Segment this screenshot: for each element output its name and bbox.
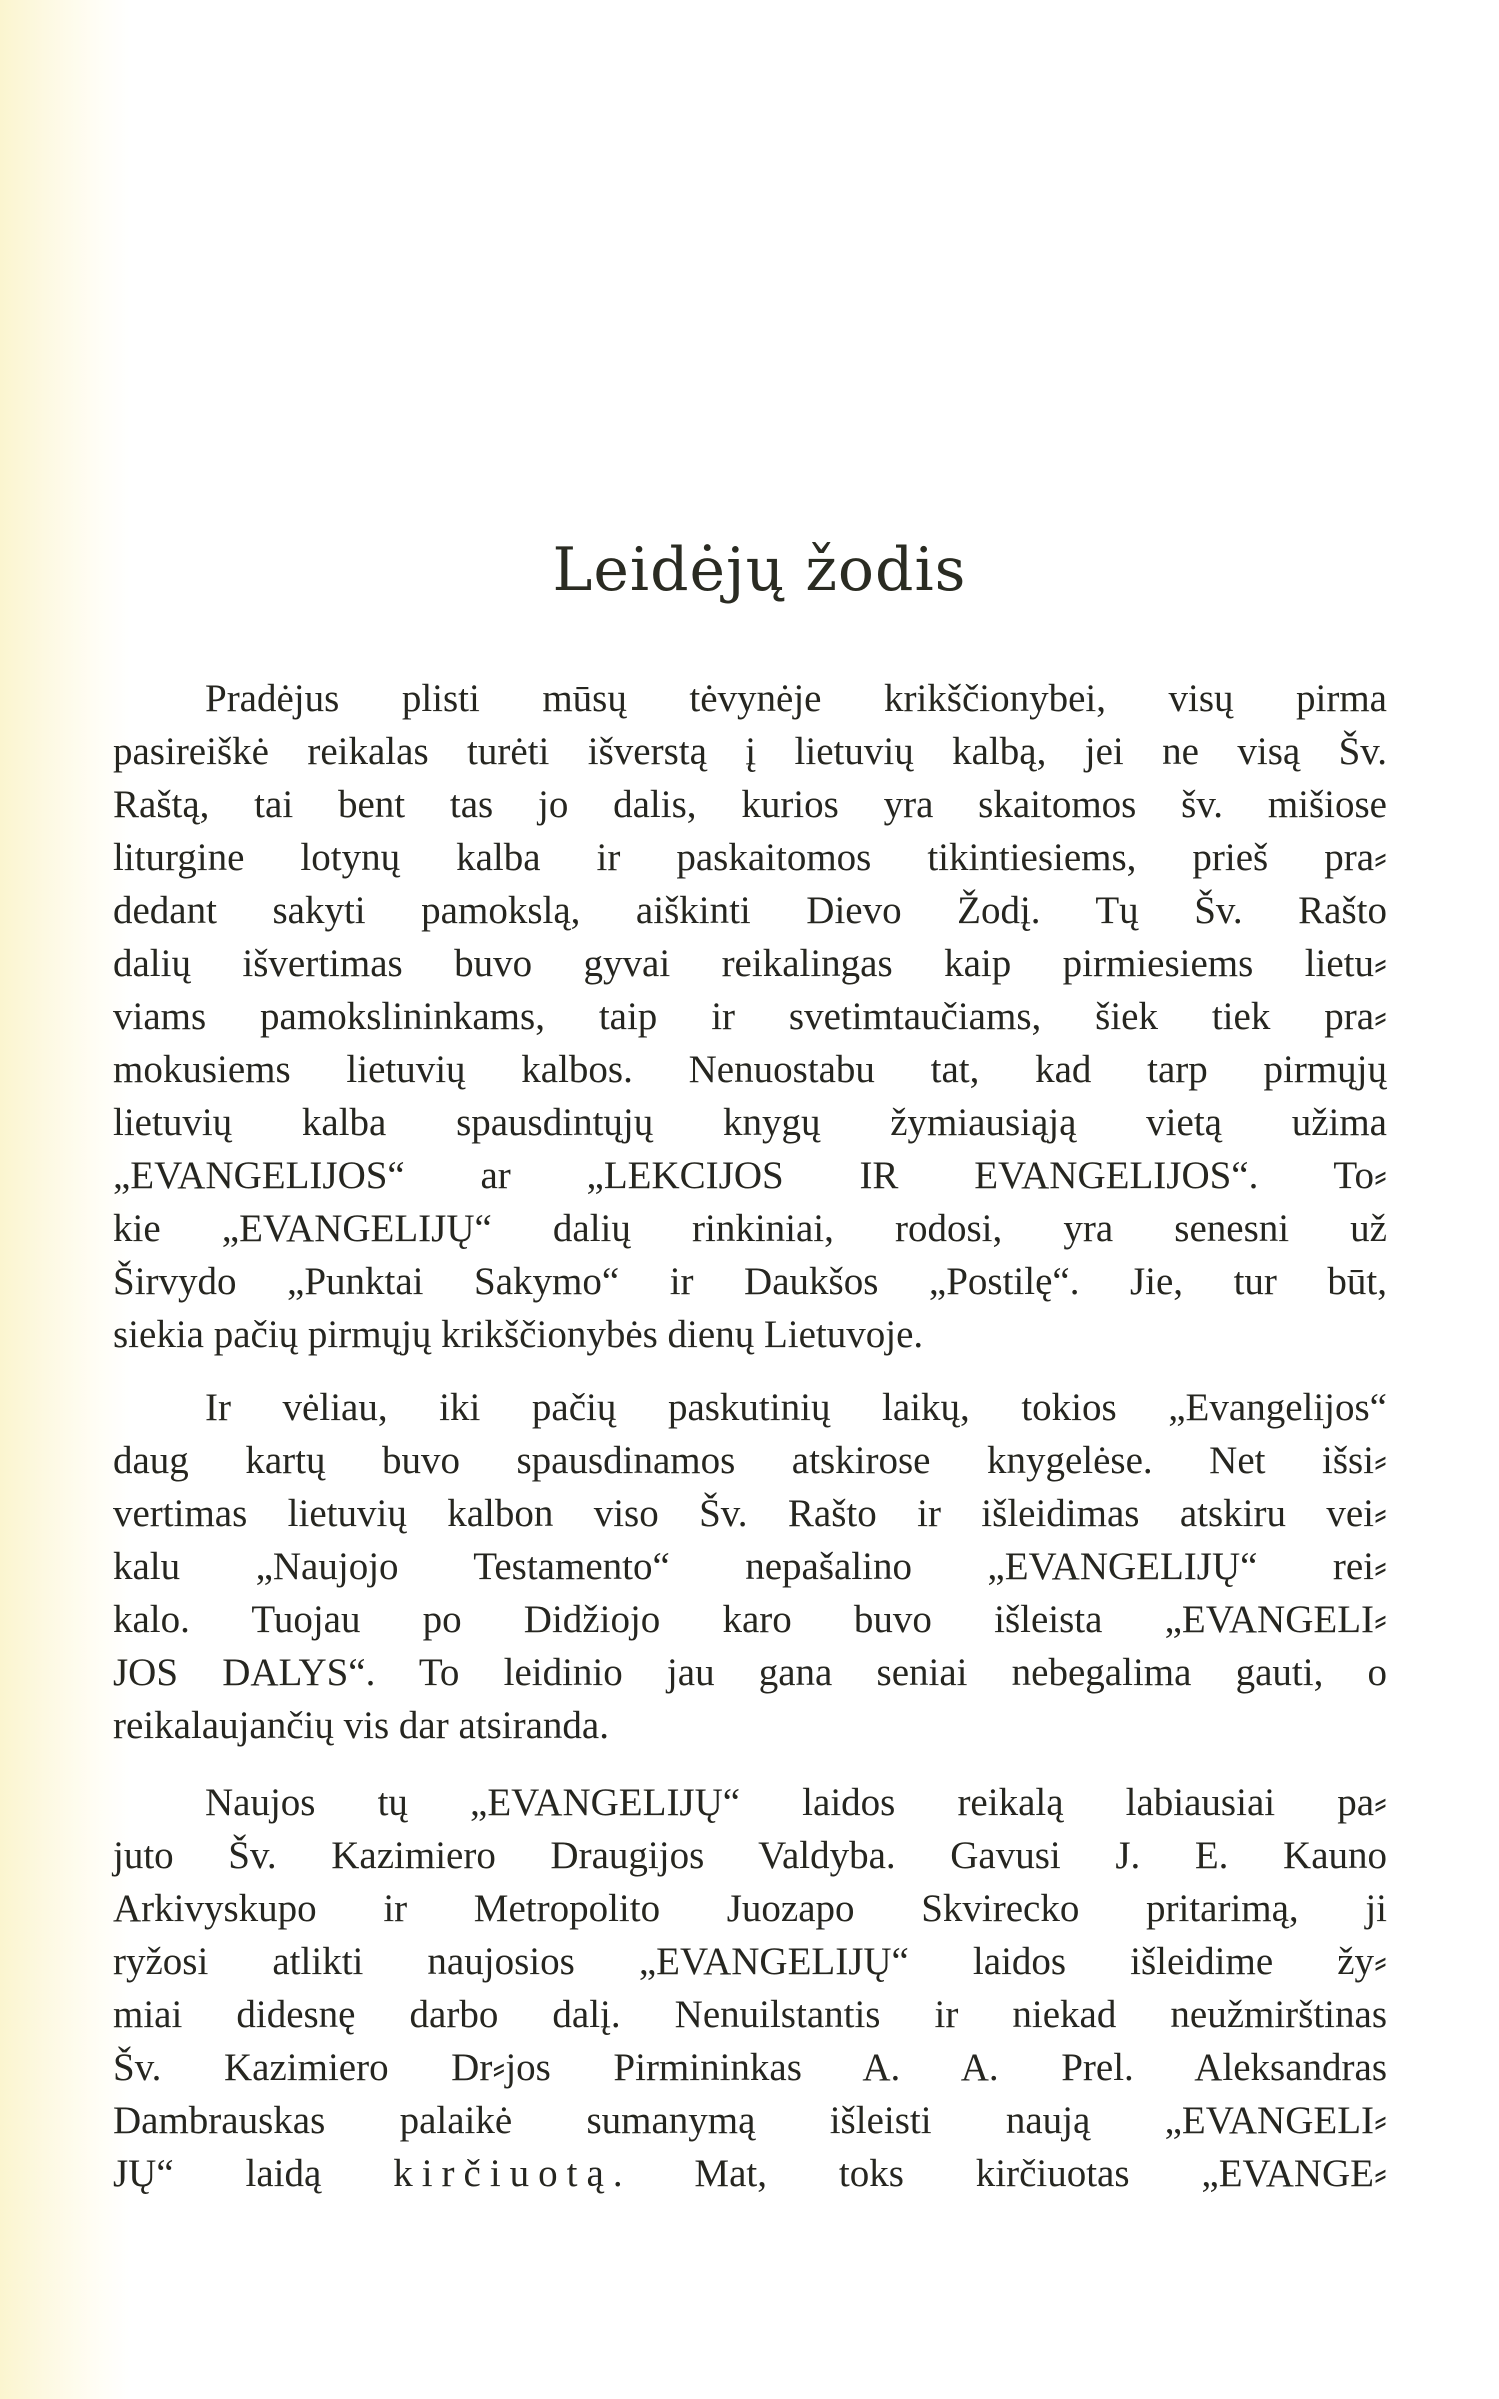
text-line: Raštą, tai bent tas jo dalis, kurios yra skaitomos šv. mišiose (113, 783, 1387, 826)
text-line: Širvydo „Punktai Sakymo“ ir Daukšos „Postilę“. Jie, tur būt, (113, 1260, 1387, 1303)
text-line: liturgine lotynų kalba ir paskaitomos tikintiesiems, prieš pra⸗ (113, 836, 1387, 879)
text-line: vertimas lietuvių kalbon viso Šv. Rašto ir išleidimas atskiru vei⸗ (113, 1492, 1387, 1535)
text-line: viams pamokslininkams, taip ir svetimtaučiams, šiek tiek pra⸗ (113, 995, 1387, 1038)
text-line: lietuvių kalba spausdintųjų knygų žymiausiąją vietą užima (113, 1101, 1387, 1144)
text-line: Arkivyskupo ir Metropolito Juozapo Skvirecko pritarimą, ji (113, 1887, 1387, 1930)
text-line: mokusiems lietuvių kalbos. Nenuostabu tat, kad tarp pirmųjų (113, 1048, 1387, 1091)
text-line: Dambrauskas palaikė sumanymą išleisti naują „EVANGELI⸗ (113, 2099, 1387, 2142)
text-line: siekia pačių pirmųjų krikščionybės dienų Lietuvoje. (113, 1313, 924, 1356)
page-edge-shading (0, 0, 130, 2399)
text-line: dedant sakyti pamokslą, aiškinti Dievo Žodį. Tų Šv. Rašto (113, 889, 1387, 932)
text-line: dalių išvertimas buvo gyvai reikalingas kaip pirmiesiems lietu⸗ (113, 942, 1387, 985)
text-line: kalu „Naujojo Testamento“ nepašalino „EVANGELIJŲ“ rei⸗ (113, 1545, 1387, 1588)
text-line: ryžosi atlikti naujosios „EVANGELIJŲ“ laidos išleidime žy⸗ (113, 1940, 1387, 1983)
text-line: Šv. Kazimiero Dr⸗jos Pirmininkas A. A. Prel. Aleksandras (113, 2046, 1387, 2089)
text-line: Pradėjus plisti mūsų tėvynėje krikščionybei, visų pirma (205, 677, 1387, 720)
text-line: miai didesnę darbo dalį. Nenuilstantis ir niekad neužmirštinas (113, 1993, 1387, 2036)
text-line: Naujos tų „EVANGELIJŲ“ laidos reikalą labiausiai pa⸗ (205, 1781, 1387, 1824)
text-line: „EVANGELIJOS“ ar „LEKCIJOS IR EVANGELIJOS“. To⸗ (113, 1154, 1387, 1197)
page-title: Leidėjų žodis (552, 535, 967, 605)
text-line: kalo. Tuojau po Didžiojo karo buvo išleista „EVANGELI⸗ (113, 1598, 1387, 1641)
text-line: kie „EVANGELIJŲ“ dalių rinkiniai, rodosi, yra senesni už (113, 1207, 1387, 1250)
text-line: pasireiškė reikalas turėti išverstą į lietuvių kalbą, jei ne visą Šv. (113, 730, 1387, 773)
text-line: juto Šv. Kazimiero Draugijos Valdyba. Gavusi J. E. Kauno (113, 1834, 1387, 1877)
text-line: Ir vėliau, iki pačių paskutinių laikų, tokios „Evangelijos“ (205, 1386, 1387, 1429)
text-line: reikalaujančių vis dar atsiranda. (113, 1704, 609, 1747)
emphasized-word: kirčiuotą (393, 2152, 613, 2195)
text-line: JŲ“ laidą kirčiuotą. Mat, toks kirčiuotas „EVANGE⸗ (113, 2152, 1387, 2195)
text-line: JOS DALYS“. To leidinio jau gana seniai nebegalima gauti, o (113, 1651, 1387, 1694)
text-line: daug kartų buvo spausdinamos atskirose knygelėse. Net išsi⸗ (113, 1439, 1387, 1482)
